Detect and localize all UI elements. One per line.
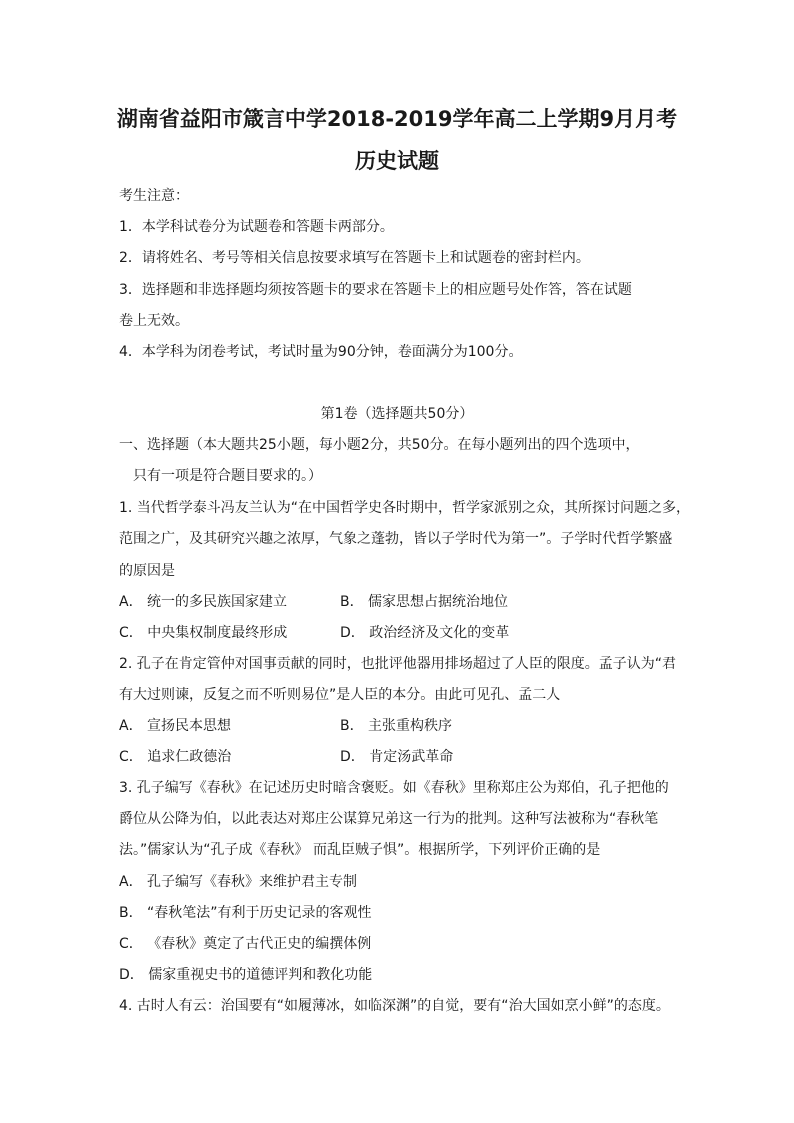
option-a: A． 孔子编写《春秋》来维护君主专制 [119, 874, 358, 890]
option-d: D． 政治经济及文化的变革 [340, 625, 510, 641]
option-a: A． 统一的多民族国家建立 [119, 594, 288, 610]
option-b: B． 主张重构秩序 [340, 718, 453, 734]
option-b: B． 儒家思想占据统治地位 [340, 594, 509, 610]
section-instruction: 只有一项是符合题目要求的。） [133, 468, 322, 484]
option-d: D． 肯定汤武革命 [340, 749, 454, 765]
option-c: C． 追求仁政德治 [119, 749, 232, 765]
option-c: C． 中央集权制度最终形成 [119, 625, 288, 641]
exam-title: 湖南省益阳市箴言中学2018-2019学年高二上学期9月月考 [116, 107, 678, 131]
option-a: A． 宣扬民本思想 [119, 718, 232, 734]
question-stem: 的原因是 [119, 563, 175, 579]
section-instruction: 一、选择题（本大题共25小题，每小题2分，共50分。在每小题列出的四个选项中， [119, 437, 640, 453]
option-b: B． “春秋笔法”有利于历史记录的客观性 [119, 905, 372, 921]
option-d: D． 儒家重视史书的道德评判和教化功能 [119, 967, 373, 983]
section-heading: 第1卷（选择题共50分） [320, 406, 474, 422]
exam-subject: 历史试题 [355, 149, 439, 173]
question-stem: 范围之广，及其研究兴趣之浓厚，气象之蓬勃，皆以子学时代为第一”。子学时代哲学繁盛 [119, 531, 673, 547]
notice-item: 4．本学科为闭卷考试，考试时量为90分钟，卷面满分为100分。 [119, 344, 523, 360]
notice-item: 3．选择题和非选择题均须按答题卡的要求在答题卡上的相应题号处作答，答在试题 [119, 282, 632, 298]
option-c: C． 《春秋》奠定了古代正史的编撰体例 [119, 936, 372, 952]
notice-heading: 考生注意： [119, 188, 189, 204]
question-stem: 2. 孔子在肯定管仲对国事贡献的同时，也批评他器用排场超过了人臣的限度。孟子认为“君 [119, 656, 677, 672]
question-stem: 法。”儒家认为“孔子成《春秋》 而乱臣贼子惧”。根据所学，下列评价正确的是 [119, 842, 601, 858]
notice-item: 卷上无效。 [119, 313, 189, 329]
question-stem: 1. 当代哲学泰斗冯友兰认为“在中国哲学史各时期中，哲学家派别之众，其所探讨问题之多， [119, 500, 691, 516]
notice-item: 2．请将姓名、考号等相关信息按要求填写在答题卡上和试题卷的密封栏内。 [119, 250, 590, 266]
question-stem: 4. 古时人有云：治国要有“如履薄冰，如临深渊”的自觉，要有“治大国如烹小鲜”的态度。 [119, 998, 670, 1014]
question-stem: 3. 孔子编写《春秋》在记述历史时暗含褒贬。如《春秋》里称郑庄公为郑伯，孔子把他的 [119, 780, 669, 796]
notice-item: 1．本学科试卷分为试题卷和答题卡两部分。 [119, 219, 394, 235]
question-stem: 爵位从公降为伯，以此表达对郑庄公谋算兄弟这一行为的批判。这种写法被称为“春秋笔 [119, 811, 659, 827]
question-stem: 有大过则谏，反复之而不听则易位”是人臣的本分。由此可见孔、孟二人 [119, 687, 561, 703]
